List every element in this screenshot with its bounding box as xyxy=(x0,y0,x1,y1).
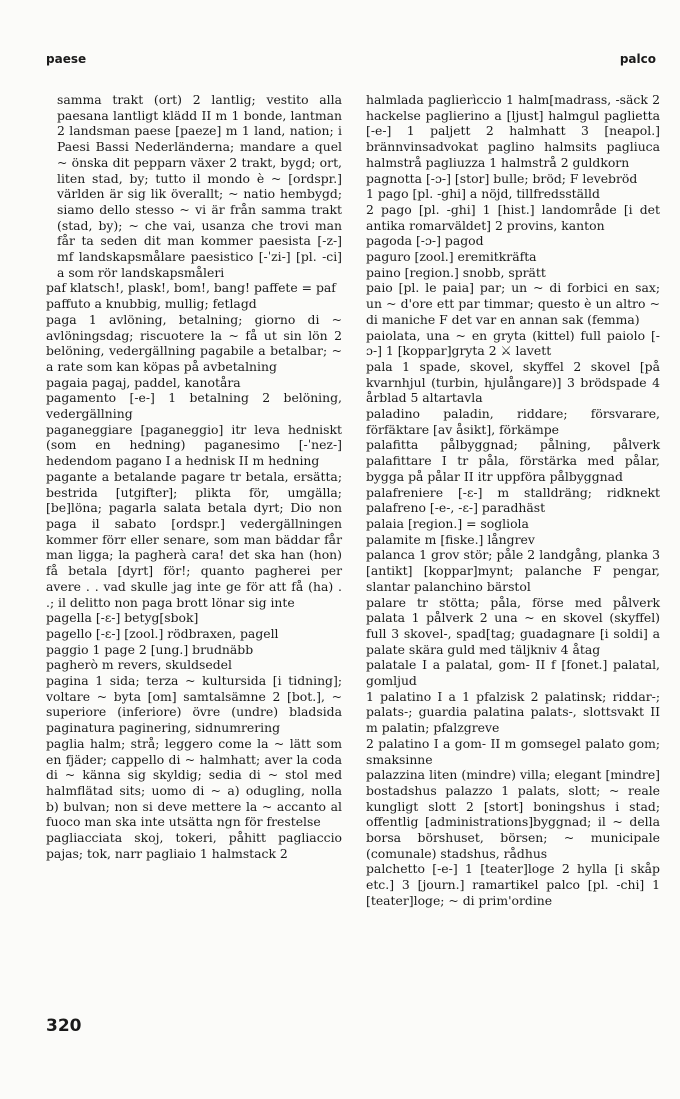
dictionary-entry: paladino paladin, riddare; försvarare, förfäktare [av åsikt], förkämpe xyxy=(366,406,660,437)
dictionary-entry: palaia [region.] = sogliola xyxy=(366,515,529,531)
page-number: 320 xyxy=(46,1016,82,1036)
dictionary-entry: halmlada paglierìccio 1 halm[madrass, -säck 2 hackelse paglierino a [ljust] halmgul paglietta [-e-] 1 paljett 2 halmhatt 3 [neapol.] brännvinsadvokat paglino halmsits pagliuca halmstrå pagliuzza 1 halmstrå 2 guldkorn xyxy=(366,92,660,170)
dictionary-entry: samma trakt (ort) 2 lantlig; vestito alla paesana lantligt klädd II m 1 bonde, lantman 2 landsman paese [paeze] m 1 land, nation; i Paesi Bassi Nederländerna; mandare a quel ~ önska dit pepparn växer 2 trakt, bygd; ort, liten stad, by; tutto il mondo è ~ [ordspr.] världen är sig lik överallt; ~ natio hembygd; siamo dello stesso ~ vi är från samma trakt (stad, by); ~ che vai, usanza che trovi man får ta seden dit man kommer paesista [-z-] mf landskapsmålare paesistico [-ˈzi-] [pl. -ci] a som rör landskapsmåleri xyxy=(57,92,342,280)
dictionary-entry: paffuto a knubbig, mullig; fetlagd xyxy=(46,296,257,312)
dictionary-entry: pagoda [-ɔ-] pagod xyxy=(366,233,484,249)
dictionary-entry: paino [region.] snobb, sprätt xyxy=(366,264,546,280)
dictionary-entry: pagliacciata skoj, tokeri, påhitt pagliaccio pajas; tok, narr pagliaio 1 halmstack 2 xyxy=(46,830,342,861)
dictionary-entry: pagello [-ε-] [zool.] rödbraxen, pagell xyxy=(46,625,279,641)
dictionary-entry: pagina 1 sida; terza ~ kultursida [i tidning]; voltare ~ byta [om] samtalsämne 2 [bot.], ~ superiore (inferiore) övre (undre) bladsida paginatura paginering, sidnumrering xyxy=(46,673,342,736)
dictionary-entry: 1 palatino I a 1 pfalzisk 2 palatinsk; riddar-; palats-; guardia palatina palats-, slottsvakt II m palatin; pfalzgreve xyxy=(366,688,660,736)
running-head-left: paese xyxy=(46,52,87,66)
dictionary-entry: pagante a betalande pagare tr betala, ersätta; bestrida [utgifter]; plikta för, umgälla; [be]löna; pagarla salata betala dyrt; Dio non paga il sabato [ordspr.] vedergällningen kommer förr eller senare, som man bäddar får man ligga; la pagherà cara! det ska han (hon) få betala [dyrt] för!; quanto pagherei per avere . . vad skulle jag inte ge för att få (ha) . .; il delitto non paga brott lönar sig inte xyxy=(46,468,342,610)
dictionary-entry: paganeggiare [paganeggio] itr leva hedniskt (som en hedning) paganesimo [-ˈnez-] hedendom pagano I a hednisk II m hedning xyxy=(46,421,342,469)
dictionary-entry: palatale I a palatal, gom- II f [fonet.] palatal, gomljud xyxy=(366,657,660,689)
dictionary-entry: pagella [-ε-] betyg[sbok] xyxy=(46,610,199,626)
dictionary-entry: pagnotta [-ɔ-] [stor] bulle; bröd; F levebröd xyxy=(366,170,638,186)
right-column xyxy=(366,92,660,909)
running-head-right: palco xyxy=(619,52,656,66)
dictionary-entry: paio [pl. le paia] par; un ~ di forbici en sax; un ~ d'ore ett par timmar; questo è un altro ~ di maniche F det var en annan sak (femma) xyxy=(366,280,660,327)
dictionary-entry: paguro [zool.] eremitkräfta xyxy=(366,249,537,265)
dictionary-entry: pagherò m revers, skuldsedel xyxy=(46,657,232,673)
dictionary-entry: paggio 1 page 2 [ung.] brudnäbb xyxy=(46,641,254,657)
dictionary-entry: paiolata, una ~ en gryta (kittel) full paiolo [-ɔ-] 1 [koppar]gryta 2 ⚔ lavett xyxy=(366,327,660,359)
dictionary-entry: pagamento [-e-] 1 betalning 2 belöning, vedergällning xyxy=(46,390,342,422)
dictionary-entry: palafreniere [-ε-] m stalldräng; ridknekt palafreno [-e-, -ε-] paradhäst xyxy=(366,484,660,516)
dictionary-entry: palanca 1 grov stör; påle 2 landgång, planka 3 [antikt] [koppar]mynt; palanche F pengar, slantar palanchino bärstol xyxy=(366,547,660,594)
dictionary-entry: paglia halm; strå; leggero come la ~ lätt som en fjäder; cappello di ~ halmhatt; aver la coda di ~ känna sig skyldig; sedia di ~ stol med halmflätad sits; uomo di ~ a) odugling, nolla b) bulvan; non si deve mettere la ~ accanto al fuoco man ska inte utsätta ngn för frestelse xyxy=(46,735,342,830)
dictionary-entry: pagaia pagaj, paddel, kanotåra xyxy=(46,374,241,390)
dictionary-entry: palamite m [fiske.] långrev xyxy=(366,531,535,547)
dictionary-entry: paf klatsch!, plask!, bom!, bang! paffete = paf xyxy=(46,280,336,296)
dictionary-entry: 2 pago [pl. -ghi] 1 [hist.] landområde [i det antika romarväldet] 2 provins, kanton xyxy=(366,201,660,233)
left-column xyxy=(46,92,342,861)
dictionary-entry: 2 palatino I a gom- II m gomsegel palato gom; smaksinne xyxy=(366,735,660,767)
dictionary-entry: palazzina liten (mindre) villa; elegant [mindre] bostadshus palazzo 1 palats, slott; ~ reale kungligt slott 2 [stort] boningshus i stad; offentlig [administrations]byggnad; il ~ della borsa börshuset, börsen; ~ municipale (comunale) stadshus, rådhus xyxy=(366,767,660,861)
dictionary-entry: pala 1 spade, skovel, skyffel 2 skovel [på kvarnhjul (turbin, hjulångare)] 3 brödspade 4 årblad 5 altartavla xyxy=(366,358,660,406)
dictionary-entry: paga 1 avlöning, betalning; giorno di ~ avlöningsdag; riscuotere la ~ få ut sin lön 2 belöning, vedergällning pagabile a betalbar; ~ a rate som kan köpas på avbetalning xyxy=(46,311,342,374)
dictionary-entry: 1 pago [pl. -ghi] a nöjd, tillfredsställd xyxy=(366,186,600,202)
dictionary-entry: palafitta pålbyggnad; pålning, pålverk palafittare I tr påla, förstärka med pålar, bygga på pålar II itr uppföra pålbyggnad xyxy=(366,437,660,484)
dictionary-entry: palare tr stötta; påla, förse med pålverk palata 1 pålverk 2 una ~ en skovel (skyffel) full 3 skovel-, spad[tag; guadagnare [i soldi] a palate skära guld med täljkniv 4 åtag xyxy=(366,594,660,657)
dictionary-entry: palchetto [-e-] 1 [teater]loge 2 hylla [i skåp etc.] 3 [journ.] ramartikel palco [pl. -chi] 1 [teater]loge; ~ di prim'ordine xyxy=(366,861,660,908)
